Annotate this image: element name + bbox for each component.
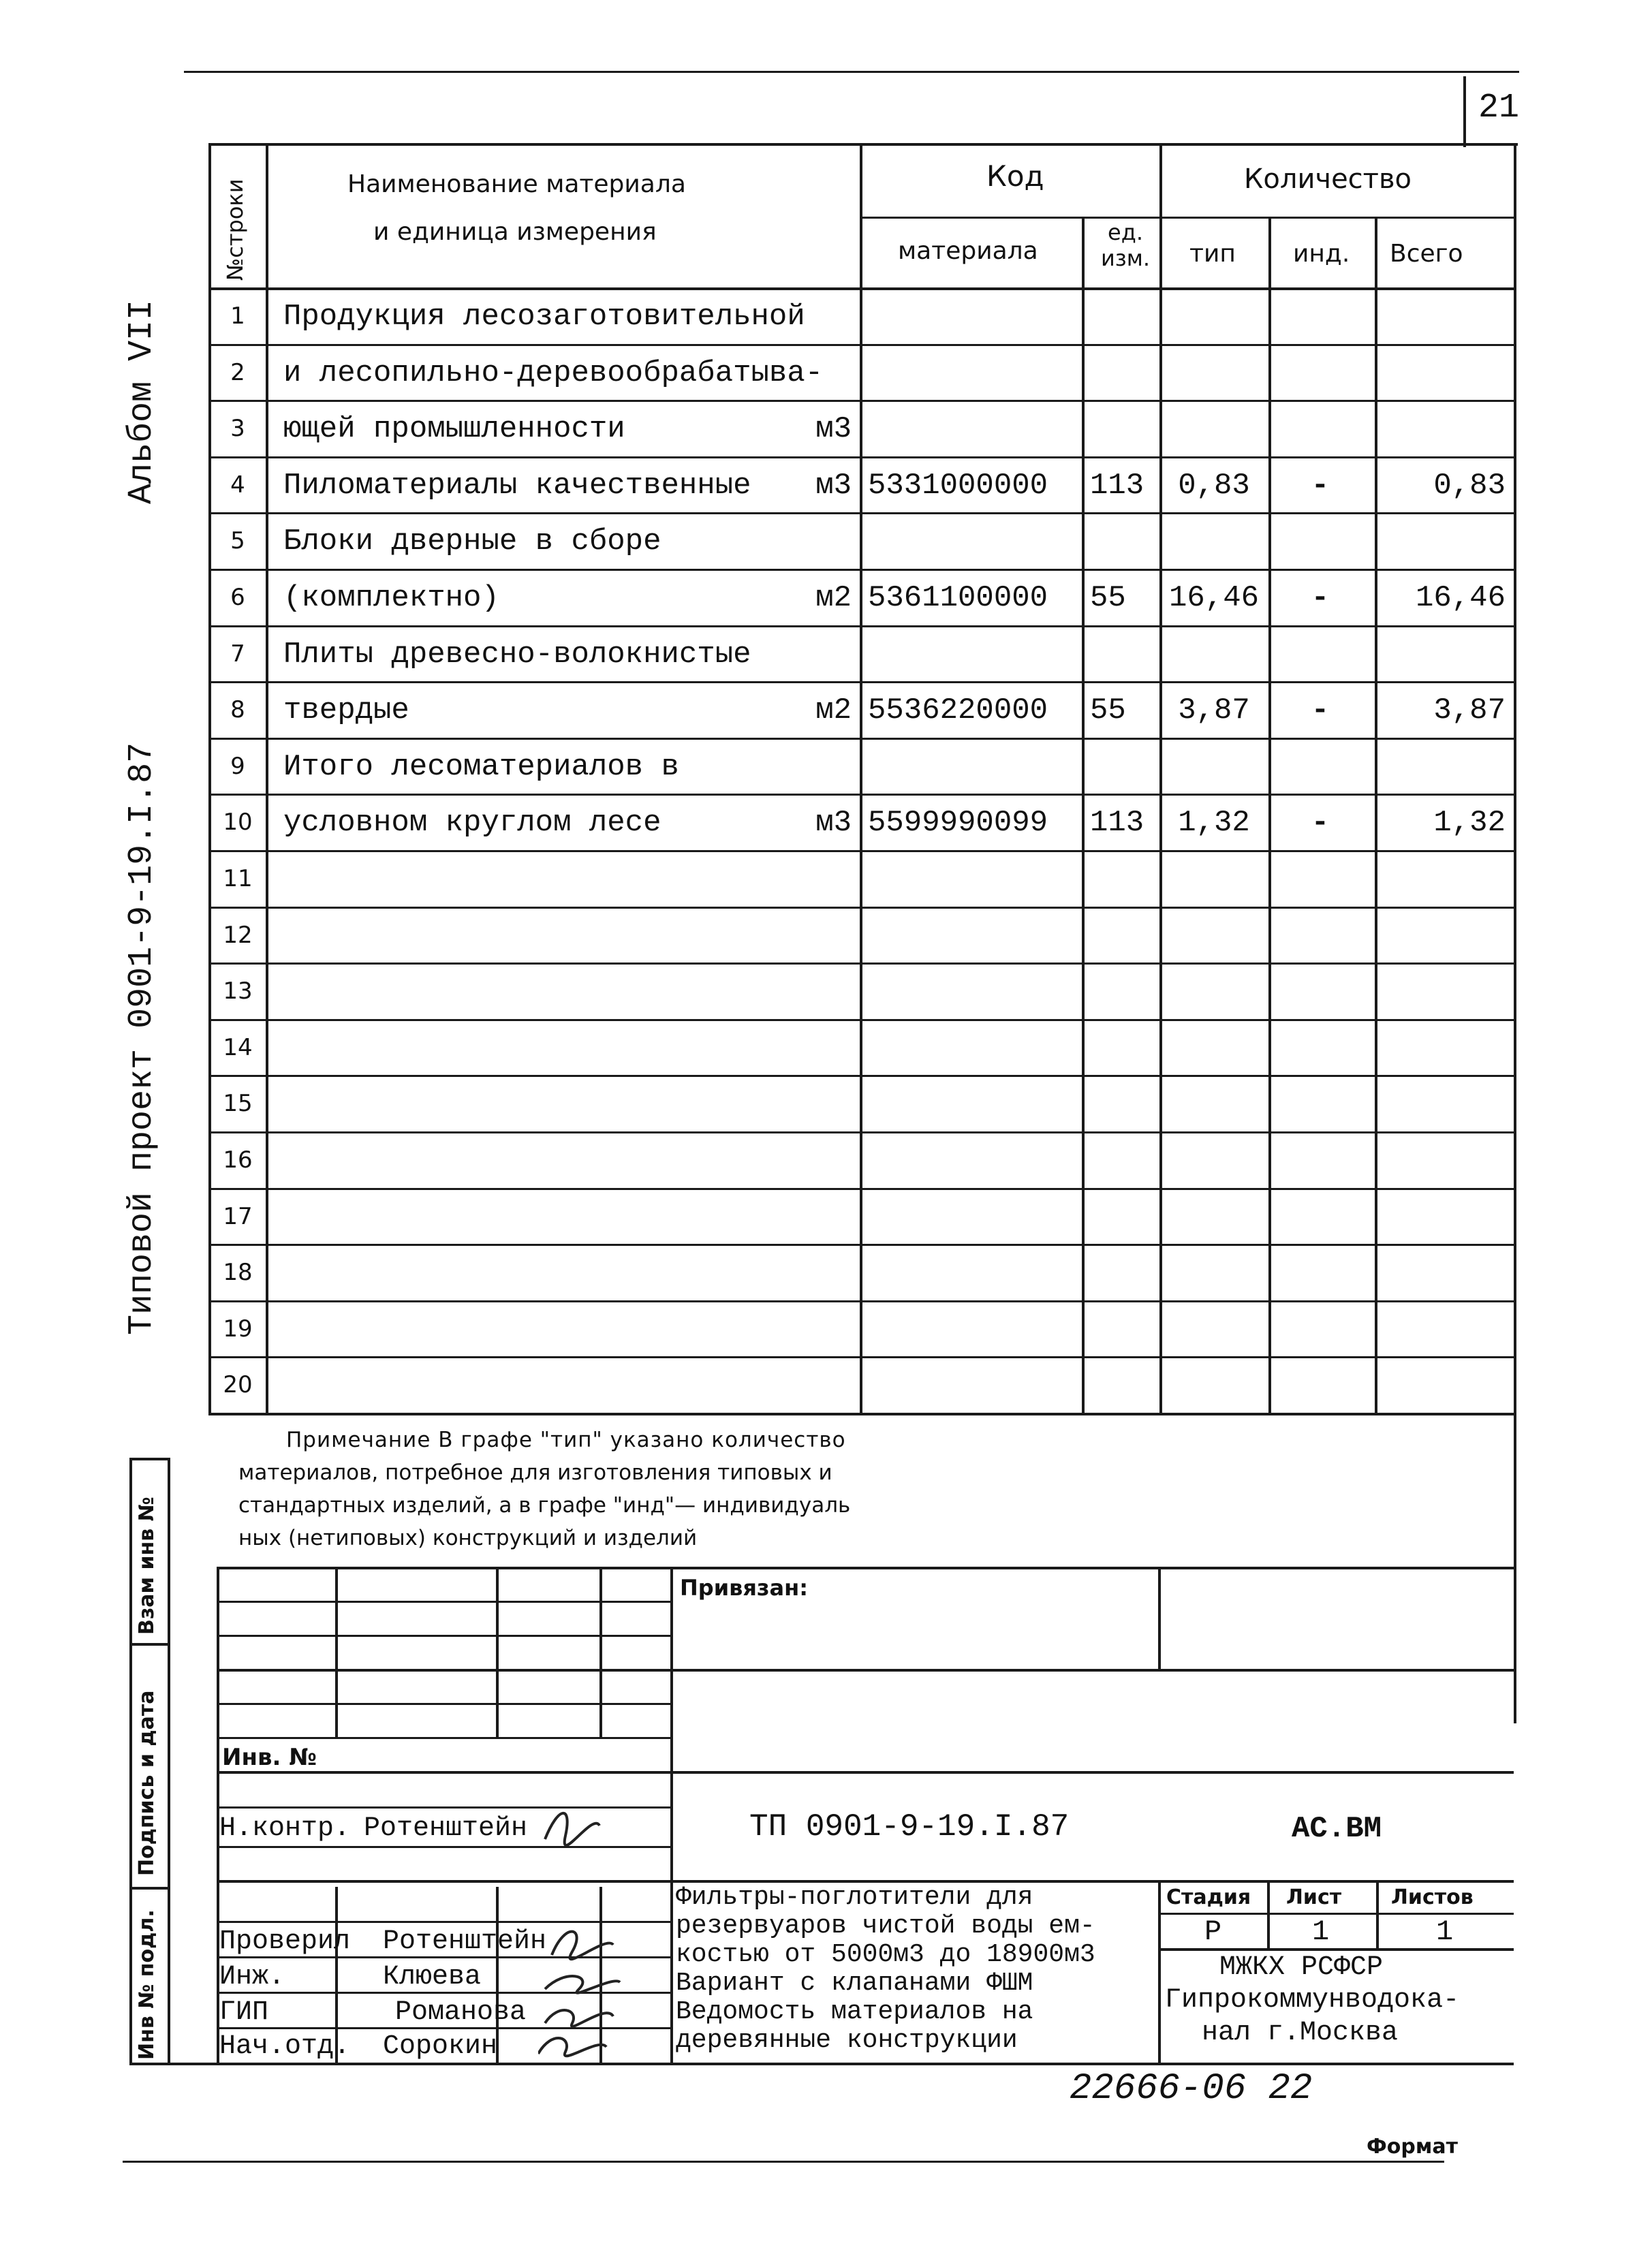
unit-code: 113 [1090, 469, 1144, 503]
project-label: Типовой проект 0901-9-19.I.87 [123, 742, 161, 1335]
qty-total: 16,46 [1415, 581, 1506, 615]
row-number: 6 [230, 584, 245, 611]
signature-nach-otd [538, 2038, 606, 2056]
row-separator [208, 1188, 1514, 1190]
signature-proveril [552, 1932, 613, 1960]
table-left-line [208, 143, 211, 1413]
stamp-inner-line [168, 1458, 170, 2064]
inv-no-label: Инв. № [222, 1744, 317, 1771]
row-separator [208, 1244, 1514, 1246]
material-name: ющей промышленности [283, 412, 625, 446]
row-number: 15 [223, 1090, 253, 1117]
tb-top-line [217, 1567, 1514, 1569]
row-separator [208, 1019, 1514, 1021]
row-separator [208, 400, 1514, 402]
material-name: Блоки дверные в сборе [283, 525, 661, 559]
note-top-line [208, 1413, 1514, 1415]
unit-code: 113 [1090, 806, 1144, 840]
material-name: и лесопильно-деревообрабатыва- [283, 356, 824, 390]
row-number: 14 [223, 1034, 253, 1061]
org-line1: МЖКХ РСФСР [1219, 1952, 1384, 1983]
album-label: Альбом VII [123, 299, 161, 504]
table-top-line [208, 143, 1518, 146]
stamp-podpis-label: Подпись и дата [135, 1690, 159, 1876]
stamp-sep2 [129, 1887, 170, 1890]
row-number: 19 [223, 1315, 253, 1343]
row-number: 4 [230, 471, 245, 499]
header-quantity: Количество [1244, 163, 1412, 195]
page-number-box-divider [1463, 76, 1466, 147]
row-separator [208, 456, 1514, 458]
note-line2: материалов, потребное для изготовления типовых и [238, 1460, 832, 1485]
proveril-label: Проверил [219, 1926, 351, 1957]
row-separator [208, 907, 1514, 909]
n-kontr-name: Ротенштейн [364, 1813, 528, 1844]
bottom-border [123, 2161, 1444, 2163]
row-number: 9 [230, 753, 245, 780]
org-line3: нал г.Москва [1202, 2018, 1399, 2048]
material-name: Продукция лесозаготовительной [283, 300, 805, 334]
material-code: 5331000000 [868, 469, 1048, 503]
row-separator [208, 962, 1514, 965]
material-name: условном круглом лесе [283, 806, 661, 840]
row-number: 2 [230, 359, 245, 386]
description-line4: Вариант с клапанами ФШМ [676, 1969, 1033, 1998]
qty-type: 3,87 [1178, 693, 1250, 727]
material-name: Пиломатериалы качественные [283, 469, 751, 503]
table-right-line [1514, 143, 1516, 1723]
row-number: 20 [223, 1371, 253, 1398]
stamp-vzam-label: Взам инв № [135, 1497, 159, 1635]
note-line1: Примечание В графе "тип" указано количество [286, 1428, 846, 1452]
stadiya-header: Стадия [1166, 1885, 1251, 1909]
nach-otd-label: Нач.отд. [219, 2031, 351, 2062]
qty-type: 0,83 [1178, 469, 1250, 503]
row-separator [208, 738, 1514, 740]
description-line1: Фильтры-поглотители для [676, 1883, 1033, 1912]
unit-code: 55 [1090, 693, 1126, 727]
row-separator [208, 1356, 1514, 1358]
inzh-name: Клюева [383, 1962, 482, 1992]
code-col-line [1082, 217, 1085, 1413]
tb-h6 [217, 1771, 1514, 1774]
material-unit: м3 [815, 806, 852, 840]
tb-h2 [217, 1635, 670, 1637]
footer-number: 22666-06 22 [1070, 2068, 1313, 2110]
row-number: 1 [230, 302, 245, 330]
unit-code: 55 [1090, 581, 1126, 615]
material-name: твердые [283, 693, 409, 727]
qty-ind: - [1311, 469, 1330, 503]
row-separator [208, 850, 1514, 852]
listov-value: 1 [1436, 1915, 1454, 1948]
listov-header: Листов [1391, 1885, 1474, 1909]
qty-ind: - [1311, 806, 1330, 840]
row-number: 8 [230, 696, 245, 723]
tb-stage-left [1158, 1880, 1161, 2064]
material-unit: м3 [815, 412, 852, 446]
tb-v1 [335, 1567, 338, 1737]
material-name: (комплектно) [283, 581, 499, 615]
row-separator [208, 1075, 1514, 1077]
header-name-line1: Наименование материала [347, 170, 686, 198]
nach-otd-name: Сорокин [383, 2031, 498, 2062]
stadiya-value: Р [1204, 1915, 1222, 1948]
row-number: 7 [230, 640, 245, 668]
description-line3: костью от 5000м3 до 18900м3 [676, 1940, 1095, 1969]
page-number: 21 [1478, 89, 1520, 127]
org-line2: Гипрокоммунводока- [1165, 1985, 1460, 2016]
row-separator [208, 1131, 1514, 1133]
header-qty-total: Всего [1390, 240, 1463, 268]
header-row-number: №строки [222, 178, 248, 281]
signature-marks [538, 1798, 674, 2064]
gip-name: Романова [395, 1997, 527, 2028]
format-label: Формат [1367, 2135, 1458, 2159]
signature-gip [545, 2010, 613, 2026]
row-separator [208, 512, 1514, 514]
header-qty-ind: инд. [1293, 240, 1350, 268]
qty-ind: - [1311, 693, 1330, 727]
tb-h5 [217, 1737, 670, 1739]
proveril-name: Ротенштейн [383, 1926, 547, 1957]
row-number: 12 [223, 922, 253, 949]
description-line2: резервуаров чистой воды ем- [676, 1911, 1095, 1941]
n-kontr-label: Н.контр. [219, 1813, 351, 1844]
row-separator [208, 1300, 1514, 1302]
material-unit: м2 [815, 581, 852, 615]
material-code: 5361100000 [868, 581, 1048, 615]
row-number: 11 [223, 865, 253, 892]
row-number: 17 [223, 1203, 253, 1230]
name-col-line [860, 143, 862, 1413]
document-mark: АС.ВМ [1292, 1812, 1382, 1846]
gip-label: ГИП [219, 1997, 269, 2028]
material-code: 5599990099 [868, 806, 1048, 840]
tb-stage-bottom [1158, 1948, 1514, 1951]
material-name: Плиты древесно-волокнистые [283, 638, 751, 672]
ind-col-line [1375, 217, 1377, 1413]
signature-n-kontr [545, 1813, 599, 1845]
header-code-unit: ед. изм. [1100, 219, 1151, 271]
tb-stage-h [1158, 1913, 1514, 1915]
material-unit: м3 [815, 469, 852, 503]
row-separator [208, 625, 1514, 627]
qty-type: 1,32 [1178, 806, 1250, 840]
header-name-line2: и единица измерения [373, 218, 657, 246]
inzh-label: Инж. [219, 1962, 285, 1992]
header-sub-line [860, 217, 1514, 219]
row-number: 3 [230, 415, 245, 442]
row-separator [208, 794, 1514, 796]
qty-ind: - [1311, 581, 1330, 615]
row-number: 5 [230, 527, 245, 554]
row-number: 18 [223, 1259, 253, 1286]
header-qty-type: тип [1189, 240, 1236, 268]
row-number: 16 [223, 1146, 253, 1174]
qty-total: 3,87 [1433, 693, 1506, 727]
document-code: ТП 0901-9-19.I.87 [749, 1809, 1070, 1845]
row-number: 10 [223, 809, 253, 836]
material-unit: м2 [815, 693, 852, 727]
header-code: Код [986, 159, 1044, 193]
unit-col-line [1159, 143, 1162, 1413]
row-separator [208, 344, 1514, 346]
tb-h1 [217, 1601, 670, 1603]
material-name: Итого лесоматериалов в [283, 750, 679, 784]
tb-v3 [599, 1567, 602, 1737]
note-line3: стандартных изделий, а в графе "инд"— индивидуаль [238, 1493, 851, 1518]
qty-type: 16,46 [1168, 581, 1260, 615]
stamp-top-line [129, 1458, 170, 1460]
tb-h4 [217, 1703, 670, 1705]
stamp-sep1 [129, 1643, 170, 1646]
type-col-line [1268, 217, 1271, 1413]
note-line4: ных (нетиповых) конструкций и изделий [238, 1526, 698, 1550]
tb-h3 [217, 1669, 1514, 1672]
material-code: 5536220000 [868, 693, 1048, 727]
qty-total: 0,83 [1433, 469, 1506, 503]
row-separator [208, 569, 1514, 571]
description-line5: Ведомость материалов на [676, 1997, 1033, 2026]
tb-privyazan-right [1158, 1567, 1161, 1669]
list-value: 1 [1312, 1915, 1330, 1948]
stamp-left-line [129, 1458, 132, 2064]
stamp-inv-podl-label: Инв № подл. [135, 1909, 159, 2060]
description-line6: деревянные конструкции [676, 2026, 1018, 2055]
tb-v2 [496, 1567, 499, 1737]
row-number: 13 [223, 977, 253, 1005]
list-header: Лист [1286, 1885, 1342, 1909]
tb-bottom-line [129, 2063, 1514, 2065]
row-separator [208, 681, 1514, 683]
signature-inzh [545, 1976, 620, 1993]
top-border [184, 71, 1519, 73]
header-code-material: материала [898, 237, 1038, 265]
privyazan-label: Привязан: [680, 1575, 808, 1601]
num-col-line [266, 143, 268, 1413]
qty-total: 1,32 [1433, 806, 1506, 840]
